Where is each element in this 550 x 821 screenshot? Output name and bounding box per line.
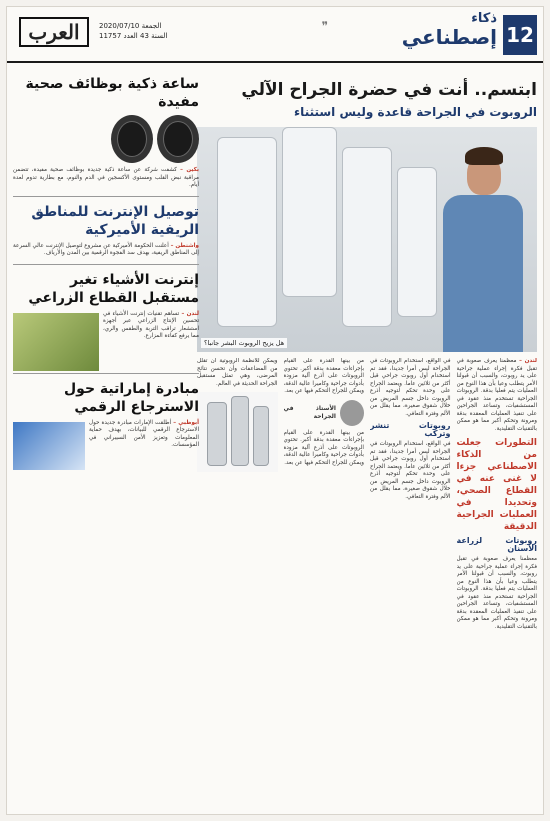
author-name: الأستاذ في الجراحة	[283, 405, 336, 420]
smartwatch-icon	[111, 115, 153, 163]
story-body: تساهم تقنيات إنترنت الأشياء في تحسين الإنتاج الزراعي عبر أجهزة استشعار تراقب التربة والطقس والري، مما يرفع كفاءة المزارع.	[103, 310, 199, 339]
story-title: ساعة ذكية بوظائف صحية مفيدة	[25, 76, 199, 110]
dateline: لندن –	[181, 310, 200, 317]
page-number: 12	[503, 15, 537, 55]
section-title	[402, 11, 497, 48]
story-body: أطلقت الإمارات مبادرة جديدة حول الاسترجاع الرقمي للبيانات، بهدف حماية المعلومات وتعزيز الأمن السيبراني في المؤسسات.	[89, 419, 199, 448]
newspaper-page	[6, 6, 544, 815]
divider	[13, 196, 199, 197]
quote-icon: ❞	[321, 19, 328, 33]
article-column-1	[457, 358, 538, 648]
story-body: أعلنت الحكومة الأميركية عن مشروع لتوصيل الإنترنت عالي السرعة إلى المناطق الريفية، بهدف سد الفجوة الرقمية بين المدن والأرياف.	[13, 242, 199, 256]
story-text	[13, 167, 199, 190]
story-title: توصيل الإنترنت للمناطق الريفية الأميركية	[31, 203, 199, 238]
story-title: إنترنت الأشياء تغير مستقبل القطاع الزراعي	[28, 271, 199, 306]
divider	[13, 264, 199, 265]
column-text: من بينها القدرة على القيام بإجراءات معقدة بدقة أكبر. تحتوي الروبوتات على أذرع آلية مزودة بأدوات جراحية وكاميرا عالية الدقة، ويمكن للجراح التحكم فيها عن بعد.	[283, 358, 364, 394]
dateline: أبوظبي –	[173, 419, 200, 426]
article-columns	[197, 358, 537, 648]
photo-caption: هل يزيح الروبوت البشر جانبا؟	[201, 338, 287, 348]
article-column-2	[370, 358, 451, 648]
pull-quote: التطورات جعلت من الذكاء الاصطناعي جزءا لا غنى عنه في القطاع الصحي، وتحديدا في العمليات الجراحية الدقيقة	[456, 438, 537, 532]
main-story	[197, 69, 537, 648]
newspaper-logo: العرب	[19, 17, 89, 47]
issue-info	[99, 21, 167, 41]
column-text: معظمنا يعرف صعوبة في تقبل فكرة إجراء عملية جراحية على يد روبوت، والسبب أن قبولنا الأمر يتطلب وعيا بأن هذا النوع من العمليات يتم فعليا بدقة. الروبوتات الجراحية تستخدم منذ عقود في المستشفيات، وتساعد الجراحين على تنفيذ العمليات المعقدة بدقة ومرونة وتحكم أكبر مما هو ممكن بالتقنيات التقليدية.	[456, 358, 537, 432]
main-subhead: الروبوت في الجراحة قاعدة وليس استثناء	[294, 105, 537, 119]
column-text: معظمنا يعرف صعوبة في تقبل فكرة إجراء عملية جراحية على يد روبوت، والسبب أن قبولنا الأمر يتطلب وعيا بأن هذا النوع من العمليات يتم فعليا بدقة. الروبوتات الجراحية تستخدم منذ عقود في المستشفيات، وتساعد الجراحين على تنفيذ العمليات المعقدة بدقة ومرونة وتحكم أكبر مما هو ممكن بالتقنيات التقليدية.	[456, 556, 537, 630]
subheading: روبوتات تنشر وتركب	[370, 421, 451, 438]
story-body: كشفت شركة عن ساعة ذكية جديدة بوظائف صحية مفيدة، تتضمن مراقبة نبض القلب ومستوى الأكسجين في الدم والنوم، مع بطارية تدوم لعدة أيام.	[13, 167, 199, 188]
dateline: لندن –	[519, 358, 537, 364]
main-headline: ابتسم.. أنت في حضرة الجراح الآلي	[241, 80, 537, 100]
section-title-small: ذكاء	[471, 11, 497, 26]
story-text	[13, 243, 199, 258]
column-text: ويمكن للأنظمة الروبوتية أن تقلل من المضاعفات وأن تحسن نتائج المرضى، وهي تمثل مستقبل الجراحة الحديثة في العالم.	[197, 358, 278, 387]
smartwatch-icon	[157, 115, 199, 163]
dateline: واشنطن –	[170, 242, 200, 249]
surgery-robot-photo	[197, 127, 537, 352]
issue-date: الجمعة 2020/07/10	[99, 22, 162, 30]
subheading: روبوتات لزراعة الأسنان	[456, 536, 537, 553]
drone-field-image	[13, 313, 99, 371]
avatar	[340, 400, 364, 426]
divider	[13, 373, 199, 374]
article-column-3	[284, 358, 365, 648]
page-header	[7, 7, 543, 63]
tablet-image	[13, 422, 85, 470]
author-box	[284, 400, 365, 426]
column-text: في الواقع، استخدام الروبوتات في الجراحة ليس أمرا جديدا، فقد تم استخدام أول روبوت جراحي قبل أكثر من ثلاثين عاما. ويعتمد الجراح على وحدة تحكم لتوجيه أذرع الروبوت داخل جسم المريض من خلال شقوق صغيرة، مما يقلل من الألم وفترة التعافي.	[370, 441, 451, 500]
article-column-4	[197, 358, 278, 648]
story-text	[13, 311, 199, 341]
section-title-big: إصطناعي	[401, 25, 497, 49]
column-text: من بينها القدرة على القيام بإجراءات معقدة بدقة أكبر. تحتوي الروبوتات على أذرع آلية مزودة بأدوات جراحية وكاميرا عالية الدقة، ويمكن للجراح التحكم فيها عن بعد.	[283, 429, 364, 466]
robot-arm-figure	[197, 392, 278, 472]
story-text	[13, 420, 199, 450]
sidebar	[13, 69, 199, 472]
story-title: مبادرة إماراتية حول الاسترجاع الرقمي	[64, 380, 199, 415]
surgeon-figure	[443, 147, 523, 352]
dateline: بكين –	[180, 167, 199, 173]
smartwatch-images	[13, 115, 199, 163]
issue-number: السنة 43 العدد 11757	[99, 32, 168, 40]
column-text: في الواقع، استخدام الروبوتات في الجراحة ليس أمرا جديدا، فقد تم استخدام أول روبوت جراحي قبل أكثر من ثلاثين عاما. ويعتمد الجراح على وحدة تحكم لتوجيه أذرع الروبوت داخل جسم المريض من خلال شقوق صغيرة، مما يقلل من الألم وفترة التعافي.	[370, 358, 451, 417]
